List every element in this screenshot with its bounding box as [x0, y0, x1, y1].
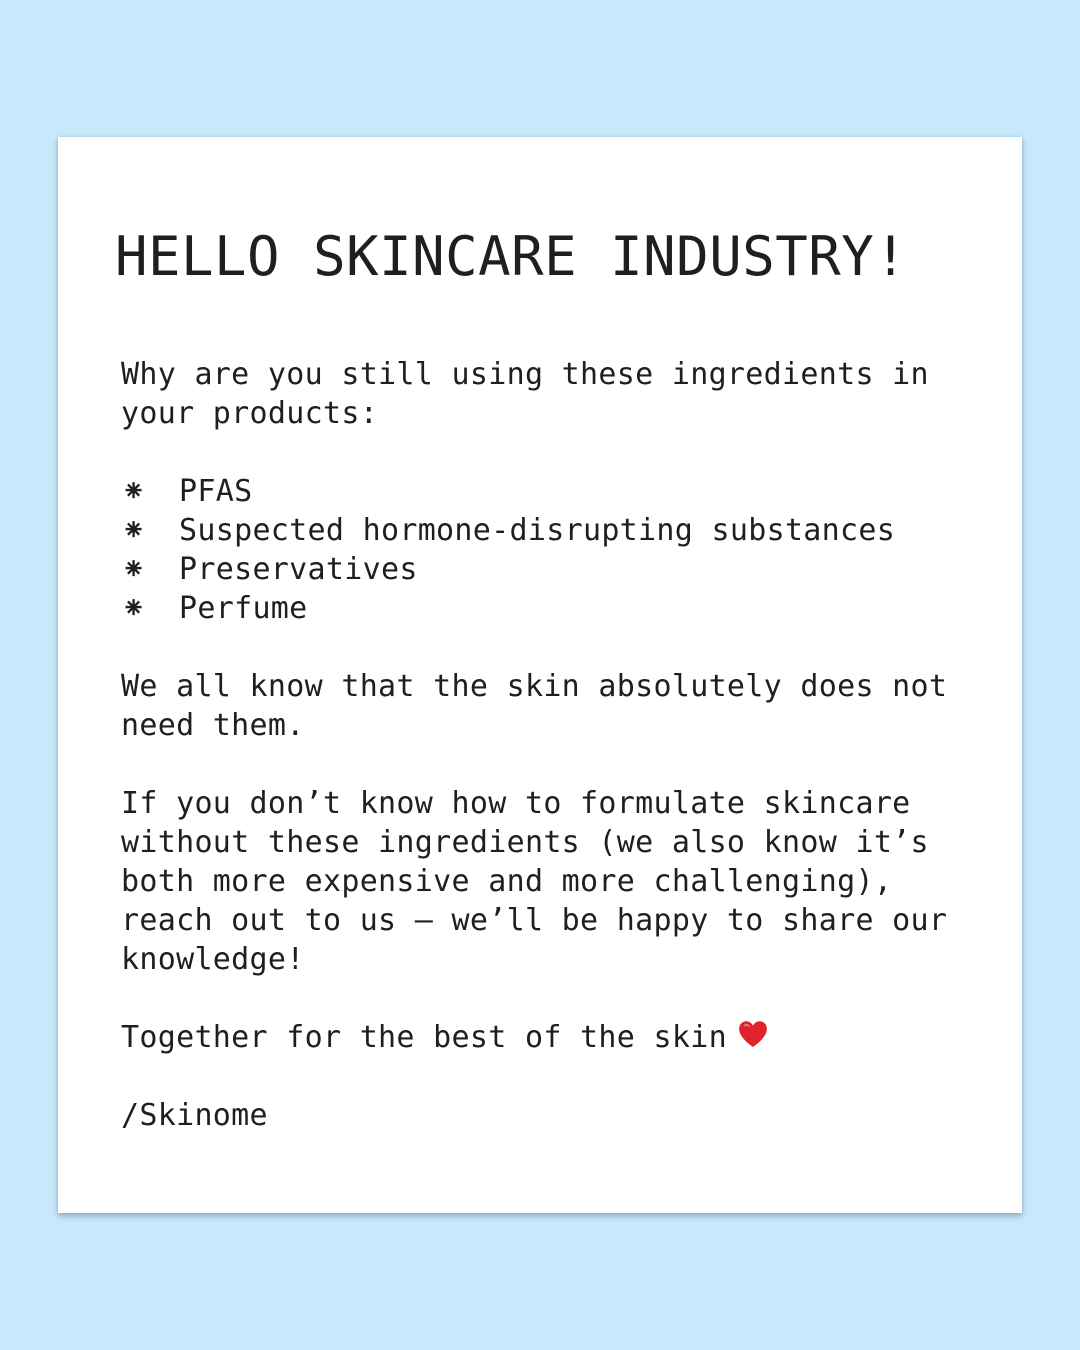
list-item	[121, 472, 1001, 511]
statement-paragraph: We all know that the skin absolutely does not need them.	[121, 669, 948, 743]
asterisk-bullet-icon: ⁕	[121, 591, 147, 626]
spacer	[121, 1057, 1001, 1096]
spacer	[121, 745, 1001, 784]
ingredient-label: Perfume	[179, 591, 308, 626]
closing-text: Together for the best of the skin	[121, 1020, 727, 1055]
message-body	[121, 355, 1001, 1135]
asterisk-bullet-icon: ⁕	[121, 552, 147, 587]
offer-paragraph: If you don’t know how to formulate skincare without these ingredients (we also know it’s both more expensive and more challenging), reach out to us – we’ll be happy to share our knowledge!	[121, 786, 948, 977]
spacer	[121, 628, 1001, 667]
ingredient-label: Preservatives	[179, 552, 418, 587]
list-item	[121, 589, 1001, 628]
spacer	[121, 433, 1001, 472]
asterisk-bullet-icon: ⁕	[121, 513, 147, 548]
signature: /Skinome	[121, 1098, 268, 1133]
heart-icon	[737, 1019, 769, 1049]
asterisk-bullet-icon: ⁕	[121, 474, 147, 509]
ingredient-label: Suspected hormone-disrupting substances	[179, 513, 896, 548]
post-card	[58, 137, 1022, 1213]
closing-line	[121, 1018, 1001, 1057]
spacer	[121, 979, 1001, 1018]
ingredient-label: PFAS	[179, 474, 253, 509]
list-item	[121, 550, 1001, 589]
ingredient-list	[121, 472, 1001, 628]
headline: HELLO SKINCARE INDUSTRY!	[115, 225, 908, 288]
list-item	[121, 511, 1001, 550]
intro-paragraph: Why are you still using these ingredients in your products:	[121, 357, 929, 431]
